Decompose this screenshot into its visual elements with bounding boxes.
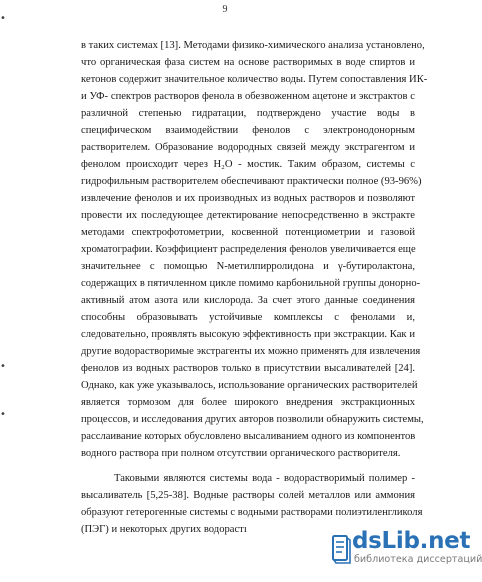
text-line: водного раствора при полном отсутствии органического растворителя. <box>81 448 401 459</box>
text-line: фенолов из водных растворов только в присутствии высаливателей [24]. <box>81 363 415 374</box>
margin-mark: • <box>0 409 6 420</box>
page-number: 9 <box>222 4 228 15</box>
watermark-title: dsLib.net <box>352 528 471 554</box>
text-line: высаливатель [5,25-38]. Водные растворы солей металлов или аммония <box>81 490 415 501</box>
margin-mark: • <box>0 361 6 372</box>
text-line: кетонов содержит значительное количество воды. Путем сопоставления ИК- <box>81 74 428 85</box>
text-line: фенолом происходит через H₂O - мостик. Таким образом, системы с <box>81 159 415 170</box>
text-line: следовательно, проявлять высокую эффективность при экстракции. Как и <box>81 329 415 340</box>
text-line: процессов, и исследования других авторов позволили обнаружить системы, <box>81 414 424 425</box>
text-line: расслаивание которых обусловлено высаливанием одного из компонентов <box>81 431 416 442</box>
text-line: в таких системах [13]. Методами физико-химического анализа установлено, <box>81 40 425 51</box>
text-line: другие водорастворимые экстрагенты их можно применять для извлечения <box>81 346 421 357</box>
text-line: Однако, как уже указывалось, использование органических растворителей <box>81 380 418 391</box>
text-line: различной степенью гидратации, подтверждено участие воды в <box>81 108 415 119</box>
text-line: хроматографии. Коэффициент распределения фенолов увеличивается еще <box>81 244 416 255</box>
text-line: активный атом азота или кислорода. За счет этого данные соединения <box>81 295 415 306</box>
text-line: является тормозом для более широкого внедрения экстракционных <box>81 397 415 408</box>
watermark-subtitle: библиотека диссертаций <box>354 554 482 565</box>
text-line: гидрофильным растворителем обеспечивают практически полное (93-96%) <box>81 176 422 187</box>
dslib-logo-icon <box>330 532 352 566</box>
text-line: методами спектрофотометрии, косвенной потенциометрии и газовой <box>81 227 415 238</box>
text-line: растворителем. Образование водородных связей между экстрагентом и <box>81 142 415 153</box>
text-line: извлечение фенолов и их производных из водных растворов и позволяют <box>81 193 415 204</box>
margin-mark: • <box>0 13 6 24</box>
text-line: провести их последующее детектирование непосредственно в экстракте <box>81 210 415 221</box>
text-line: специфическом взаимодействии фенолов с электронодонорным <box>81 125 415 136</box>
text-line: значительнее с помощью N-метилпирролидона и γ-бутиролактона, <box>81 261 415 272</box>
text-line: и УФ- спектров растворов фенола в обезвоженном ацетоне и экстрактов с <box>81 91 415 102</box>
text-line: содержащих в пятичленном цикле помимо карбонильной группы донорно- <box>81 278 421 289</box>
text-line: (ПЭГ) и некоторых других водорастı <box>81 524 247 535</box>
dslib-watermark <box>330 528 482 574</box>
text-line: что органическая фаза систем на основе растворимых в воде спиртов и <box>81 57 415 68</box>
text-line: способны образовывать устойчивые комплексы с фенолами и, <box>81 312 415 323</box>
text-line: образуют гетерогенные системы с водными растворами полиэтиленгликоля <box>81 507 423 518</box>
text-line: Таковыми являются системы вода - водорастворимый полимер - <box>114 473 415 484</box>
